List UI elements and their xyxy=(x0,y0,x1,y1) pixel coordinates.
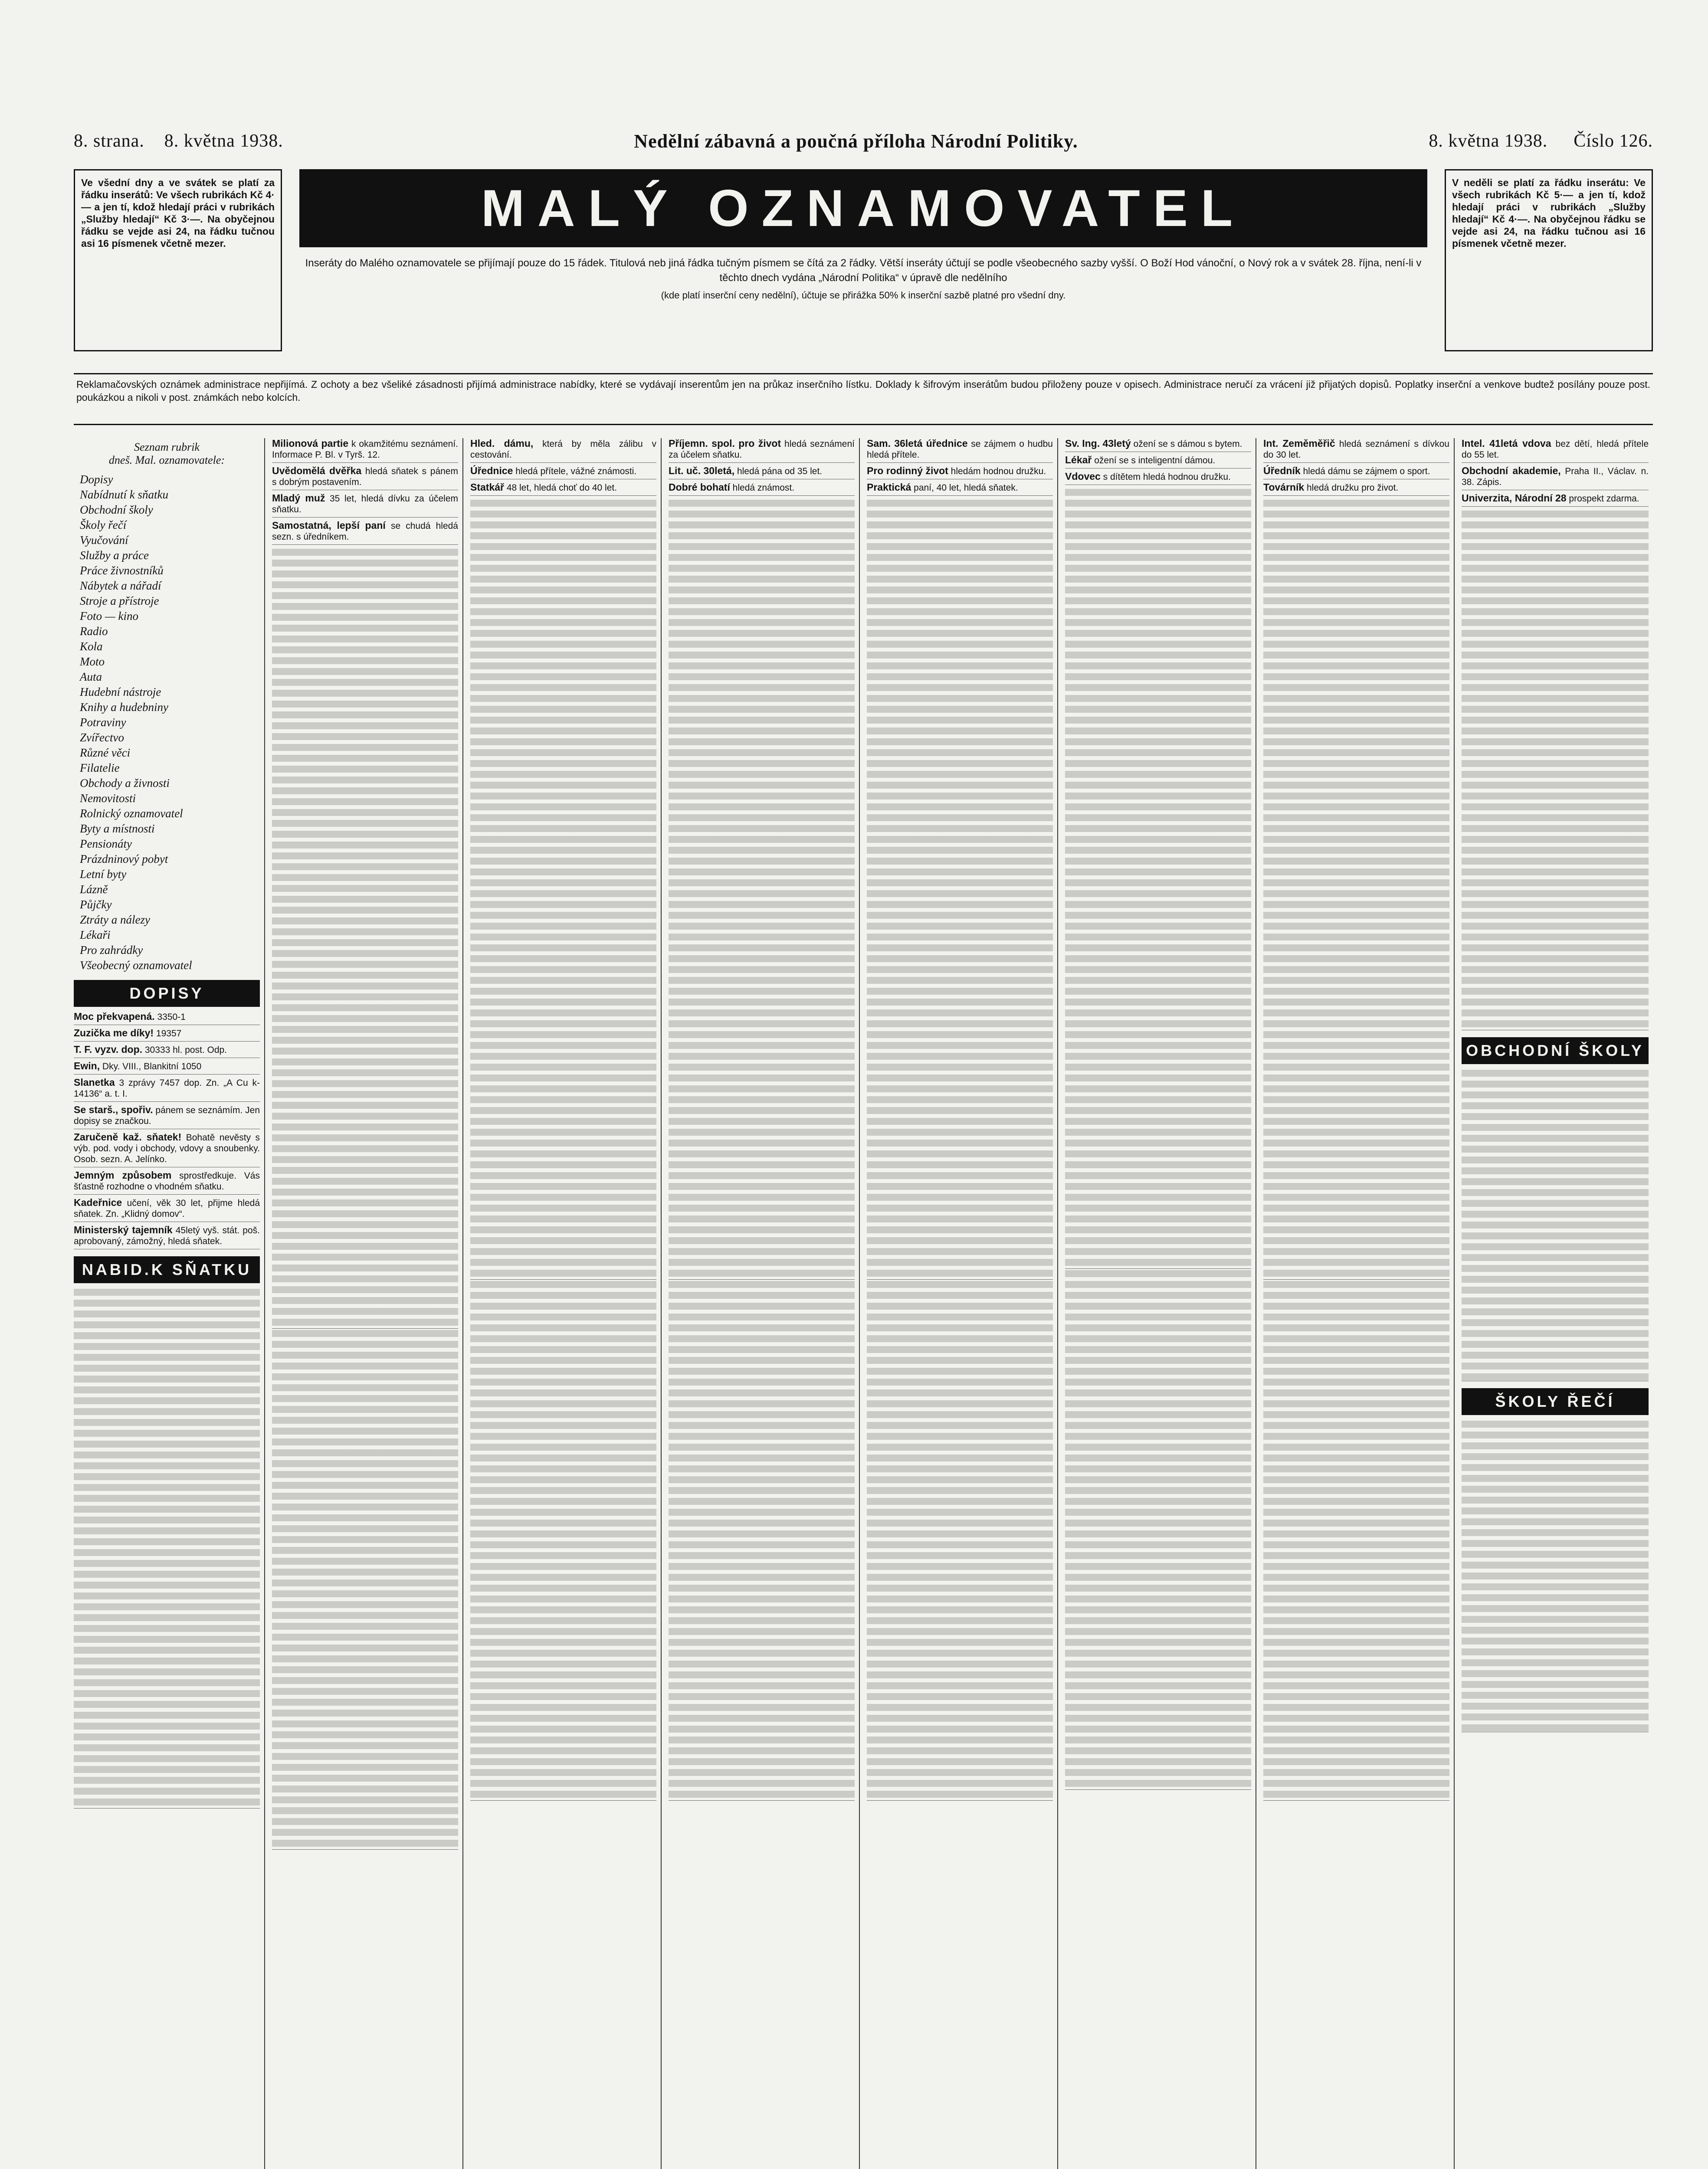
ad-text-block xyxy=(669,1280,855,1801)
ad-text-block xyxy=(1462,1419,1649,1732)
index-title: Seznam rubrik xyxy=(134,441,200,453)
rubric-index-item: Služby a práce xyxy=(80,549,149,562)
ad-list xyxy=(470,438,656,496)
ad-body: sprostředkuje. Vás šťastně rozhodne o vhodném sňatku. xyxy=(74,1171,260,1192)
column-2 xyxy=(272,438,463,2169)
column-5 xyxy=(867,438,1058,2169)
rubric-index-item: Radio xyxy=(80,625,108,638)
rubric-index-item: Půjčky xyxy=(80,898,112,911)
rubric-index-item: Pensionáty xyxy=(80,837,132,850)
rubric-index-item: Hudební nástroje xyxy=(80,685,161,698)
ad-headline: Lékař xyxy=(1065,454,1092,465)
ad-headline: Moc překvapená. xyxy=(74,1011,155,1022)
rubric-index-item: Obchodní školy xyxy=(80,503,153,516)
ad-headline: Milionová partie xyxy=(272,438,349,449)
ad-list xyxy=(272,438,458,545)
classified-ad xyxy=(74,1170,260,1195)
ad-body: prospekt zdarma. xyxy=(1566,494,1639,504)
ad-headline: Int. Zeměměřič xyxy=(1263,438,1335,449)
classified-ad xyxy=(74,1011,260,1025)
section-obchodni-skoly: OBCHODNÍ ŠKOLY xyxy=(1462,1037,1649,1064)
ad-headline: Slanetka xyxy=(74,1077,115,1088)
classified-ad xyxy=(1065,438,1251,452)
ad-headline: Sam. 36letá úřednice xyxy=(867,438,968,449)
classified-ad xyxy=(1065,455,1251,469)
ad-text-block xyxy=(272,1329,458,1850)
ad-headline: Se starš., spořiv. xyxy=(74,1104,153,1115)
page-info xyxy=(74,131,283,151)
rubric-index-item: Potraviny xyxy=(80,716,126,729)
classified-ad xyxy=(669,482,855,496)
rubric-index-item: Školy řečí xyxy=(80,518,127,531)
classified-ad xyxy=(1462,438,1649,463)
ad-body: 3350-1 xyxy=(154,1012,186,1022)
rubric-index-item: Lázně xyxy=(80,883,108,896)
column-3 xyxy=(470,438,662,2169)
classified-ad xyxy=(1263,438,1449,463)
ad-body: bez dětí, hledá přítele do 55 let. xyxy=(1462,439,1649,460)
rubric-index-item: Foto — kino xyxy=(80,609,138,623)
ad-body: hledá dámu se zájmem o sport. xyxy=(1300,466,1430,476)
rubric-index-item: Zvířectvo xyxy=(80,731,124,744)
ad-headline: Vdovec xyxy=(1065,471,1101,482)
ad-text-block xyxy=(470,1280,656,1801)
ad-headline: Intel. 41letá vdova xyxy=(1462,438,1551,449)
ad-headline: Úřednice xyxy=(470,465,513,476)
column-6 xyxy=(1065,438,1256,2169)
ad-text-block xyxy=(1462,509,1649,1030)
ad-body: ožení se s dámou s bytem. xyxy=(1131,439,1242,449)
classified-ad xyxy=(74,1104,260,1129)
ad-body: 19357 xyxy=(154,1029,182,1039)
column-7 xyxy=(1263,438,1455,2169)
rubric-index-item: Nemovitosti xyxy=(80,792,136,805)
classified-ad xyxy=(470,482,656,496)
ad-body: která by měla zálibu v cestování. xyxy=(470,439,656,460)
classified-ad xyxy=(272,438,458,463)
rubric-index-item: Rolnický oznamovatel xyxy=(80,807,183,820)
classified-ad xyxy=(74,1061,260,1075)
classified-ad xyxy=(867,482,1053,496)
classified-ad xyxy=(1065,471,1251,485)
ad-headline: Obchodní akademie, xyxy=(1462,465,1561,476)
ad-body: hledá přítele, vážné známosti. xyxy=(513,466,637,476)
classified-ad xyxy=(74,1197,260,1222)
ad-body: 45letý vyš. stát. poš. aprobovaný, zámožný, hledá sňatek. xyxy=(74,1225,260,1246)
ad-body: 48 let, hledá choť do 40 let. xyxy=(504,483,617,493)
ad-list xyxy=(867,438,1053,496)
classified-ad xyxy=(669,465,855,479)
classified-ad xyxy=(1462,465,1649,490)
rubric-index-item: Prázdninový pobyt xyxy=(80,852,168,865)
ad-text-block xyxy=(470,498,656,1280)
ad-headline: Dobré bohatí xyxy=(669,482,730,493)
issue-info xyxy=(1429,131,1653,151)
ad-headline: Lit. uč. 30letá, xyxy=(669,465,735,476)
ad-body: hledám hodnou družku. xyxy=(948,466,1046,476)
ad-list xyxy=(1065,438,1251,485)
sunday-rates-notice: V neděli se platí za řádku inserátu: Ve všech rubrikách Kč 5·— a jen tí, kdož hledají práci v rubrikách „Služby hledají“ Kč 4·—. Na obyčejnou řádku se vejde asi 24, na řádku tučnou asi 16 písmenek včetně mezer. xyxy=(1445,169,1653,351)
index-subtitle: dneš. Mal. oznamovatele: xyxy=(108,454,225,466)
page-number: 8. strana. xyxy=(74,131,144,151)
classified-ad xyxy=(1263,482,1449,496)
classified-ad xyxy=(74,1132,260,1167)
date-left: 8. května 1938. xyxy=(164,131,283,151)
classified-ad xyxy=(74,1077,260,1102)
ad-list xyxy=(1462,438,1649,507)
ad-body: se zájmem o hudbu hledá přítele. xyxy=(867,439,1053,460)
supplement-title: Nedělní zábavná a poučná příloha Národní Politiky. xyxy=(634,130,1078,152)
ad-text-block xyxy=(669,498,855,1280)
ad-body: paní, 40 let, hledá sňatek. xyxy=(911,483,1018,493)
ad-text-block xyxy=(867,1280,1053,1801)
ad-headline: Továrník xyxy=(1263,482,1305,493)
section-skoly-reci: ŠKOLY ŘEČÍ xyxy=(1462,1388,1649,1415)
ad-text-block xyxy=(272,547,458,1329)
ad-list xyxy=(1263,438,1449,496)
ad-body: se chudá hledá sezn. s úředníkem. xyxy=(272,521,458,542)
ad-columns xyxy=(74,438,1653,2169)
classified-ad xyxy=(470,438,656,463)
banner xyxy=(299,169,1427,360)
rubric-index-item: Auta xyxy=(80,670,102,683)
rubric-index-item: Ztráty a nálezy xyxy=(80,913,150,926)
classified-ad xyxy=(74,1225,260,1249)
ad-headline: Zuzička me díky! xyxy=(74,1027,154,1039)
ad-headline: T. F. vyzv. dop. xyxy=(74,1044,143,1055)
rubric-index-item: Dopisy xyxy=(80,473,113,486)
section-dopisy: DOPISY xyxy=(74,980,260,1007)
weekday-rates-notice: Ve všední dny a ve svátek se platí za řádku inserátů: Ve všech rubrikách Kč 4·— a jen tí, kdož hledají práci v rubrikách „Služby hledají“ Kč 3·—. Na obyčejnou řádku se vejde asi 24, na řádku tučnou asi 16 písmenek včetně mezer. xyxy=(74,169,282,351)
ad-list xyxy=(669,438,855,496)
ad-headline: Jemným způsobem xyxy=(74,1170,172,1181)
rubric-index-item: Letní byty xyxy=(80,868,127,881)
ad-headline: Praktická xyxy=(867,482,911,493)
ad-body: 30333 hl. post. Odp. xyxy=(142,1045,227,1055)
ad-body: učení, věk 30 let, přijme hledá sňatek. Zn. „Klidný domov“. xyxy=(74,1198,260,1219)
column-4 xyxy=(669,438,860,2169)
classified-ad xyxy=(272,465,458,490)
ad-list xyxy=(74,1011,260,1249)
classified-ad xyxy=(669,438,855,463)
banner-subtext: (kde platí inserční ceny nedělní), účtuje se přirážka 50% k inserční sazbě platné pro všední dny. xyxy=(661,290,1066,301)
column-1 xyxy=(74,438,265,2169)
ad-headline: Zaručeně kaž. sňatek! xyxy=(74,1131,182,1143)
ad-body: s dítětem hledá hodnou družku. xyxy=(1100,472,1231,482)
rubric-index xyxy=(74,472,260,973)
ad-body: Praha II., Václav. n. 38. Zápis. xyxy=(1462,466,1649,487)
ad-body: 35 let, hledá dívku za účelem sňatku. xyxy=(272,494,458,514)
ad-body: Dky. VIII., Blankitní 1050 xyxy=(100,1062,202,1071)
ad-headline: Statkář xyxy=(470,482,504,493)
ad-body: Bohatě nevěsty s výb. pod. vody i obchody, vdovy a snoubenky. Osob. sezn. A. Jelínko. xyxy=(74,1133,260,1164)
ad-headline: Uvědomělá dvěřka xyxy=(272,465,362,476)
ad-headline: Univerzita, Národní 28 xyxy=(1462,492,1567,504)
ad-headline: Ewin, xyxy=(74,1060,100,1071)
ad-text-block xyxy=(1263,1280,1449,1801)
administration-notice: Reklamačovských oznámek administrace nepřijímá. Z ochoty a bez všeliké zásadnosti přijímá administrace nabídky, které se vydávají inserentům jen na průkaz inserčního lístku. Doklady k šifrovým inserátům budou přiloženy pouze v opisech. Administrace neručí za vrácení již přijatých dopisů. Poplatky inserční a venkove budtež posílány pouze post. poukázkou a nikoli v post. známkách nebo kolcích. xyxy=(74,373,1653,425)
ad-headline: Hled. dámu, xyxy=(470,438,534,449)
ad-body: k okamžitému seznámení. Informace P. Bl. v Tyrš. 12. xyxy=(272,439,458,460)
ad-headline: Úředník xyxy=(1263,465,1301,476)
ad-headline: Ministerský tajemník xyxy=(74,1224,173,1235)
ad-headline: Pro rodinný život xyxy=(867,465,948,476)
ad-body: pánem se seznámím. Jen dopisy se značkou. xyxy=(74,1105,260,1126)
ad-body: ožení se s inteligentní dámou. xyxy=(1092,455,1216,465)
ad-body: hledá seznámení za účelem sňatku. xyxy=(669,439,855,460)
ad-headline: Příjemn. spol. pro život xyxy=(669,438,781,449)
banner-text: Inseráty do Malého oznamovatele se přijímají pouze do 15 řádek. Titulová neb jiná řádka tučným písmem se čítá za 2 řádky. Větší inseráty účtují se podle všeobecného sazby vyšší. O Boží Hod vánoční, o Nový rok a v svátek 28. října, není-li v těchto dnech vydána „Národní Politika“ v úpravě dle nedělního xyxy=(305,257,1422,284)
rubric-index-item: Stroje a přístroje xyxy=(80,594,159,607)
classified-ad xyxy=(1263,465,1449,479)
rubric-index-item: Vyučování xyxy=(80,534,128,547)
rubric-index-item: Byty a místnosti xyxy=(80,822,155,835)
ad-body: hledá pána od 35 let. xyxy=(734,466,823,476)
rubric-index-item: Práce živnostníků xyxy=(80,564,164,577)
rubric-index-item: Moto xyxy=(80,655,105,668)
ad-headline: Mladý muž xyxy=(272,492,325,504)
ad-body: hledá známost. xyxy=(730,483,795,493)
date-right: 8. května 1938. xyxy=(1429,131,1548,151)
classified-ad xyxy=(470,465,656,479)
running-head xyxy=(74,126,1653,156)
issue-number: Číslo 126. xyxy=(1574,131,1653,151)
classified-ad xyxy=(74,1044,260,1058)
classified-ad xyxy=(867,465,1053,479)
banner-title: MALÝ OZNAMOVATEL xyxy=(299,169,1427,247)
rubric-index-item: Obchody a živnosti xyxy=(80,777,170,790)
rubric-index-item: Různé věci xyxy=(80,746,131,759)
ad-headline: Samostatná, lepší paní xyxy=(272,520,386,531)
ad-text-block xyxy=(1462,1068,1649,1381)
ad-body: 3 zprávy 7457 dop. Zn. „A Cu k-14136“ a. t. I. xyxy=(74,1078,260,1099)
rubric-index-item: Kola xyxy=(80,640,103,653)
ad-body: hledá sňatek s pánem s dobrým postavením. xyxy=(272,466,458,487)
classified-ad xyxy=(867,438,1053,463)
classified-ad xyxy=(1462,493,1649,507)
rubric-index-item: Pro zahrádky xyxy=(80,944,143,957)
section-snatek: NABID.K SŇATKU xyxy=(74,1256,260,1283)
rubric-index-item: Všeobecný oznamovatel xyxy=(80,959,192,972)
column-8 xyxy=(1462,438,1653,2169)
rubric-index-item: Filatelie xyxy=(80,761,120,774)
rubric-index-item: Knihy a hudebniny xyxy=(80,701,168,714)
classified-ad xyxy=(74,1028,260,1042)
newspaper-page xyxy=(74,108,1653,2169)
ad-text-block xyxy=(1263,498,1449,1280)
ad-text-block xyxy=(1065,1269,1251,1790)
banner-row xyxy=(74,169,1653,360)
ad-text-block xyxy=(74,1288,260,1809)
classified-ad xyxy=(272,493,458,518)
rubric-index-item: Lékaři xyxy=(80,928,111,941)
ad-headline: Sv. Ing. 43letý xyxy=(1065,438,1131,449)
rubric-index-item: Nábytek a nářadí xyxy=(80,579,161,592)
ad-headline: Kadeřnice xyxy=(74,1197,122,1208)
classified-ad xyxy=(272,520,458,545)
ad-body: hledá družku pro život. xyxy=(1304,483,1399,493)
ad-text-block xyxy=(1065,488,1251,1269)
ad-text-block xyxy=(867,498,1053,1280)
ad-body: hledá seznámení s dívkou do 30 let. xyxy=(1263,439,1449,460)
rubric-index-item: Nabídnutí k sňatku xyxy=(80,488,168,501)
